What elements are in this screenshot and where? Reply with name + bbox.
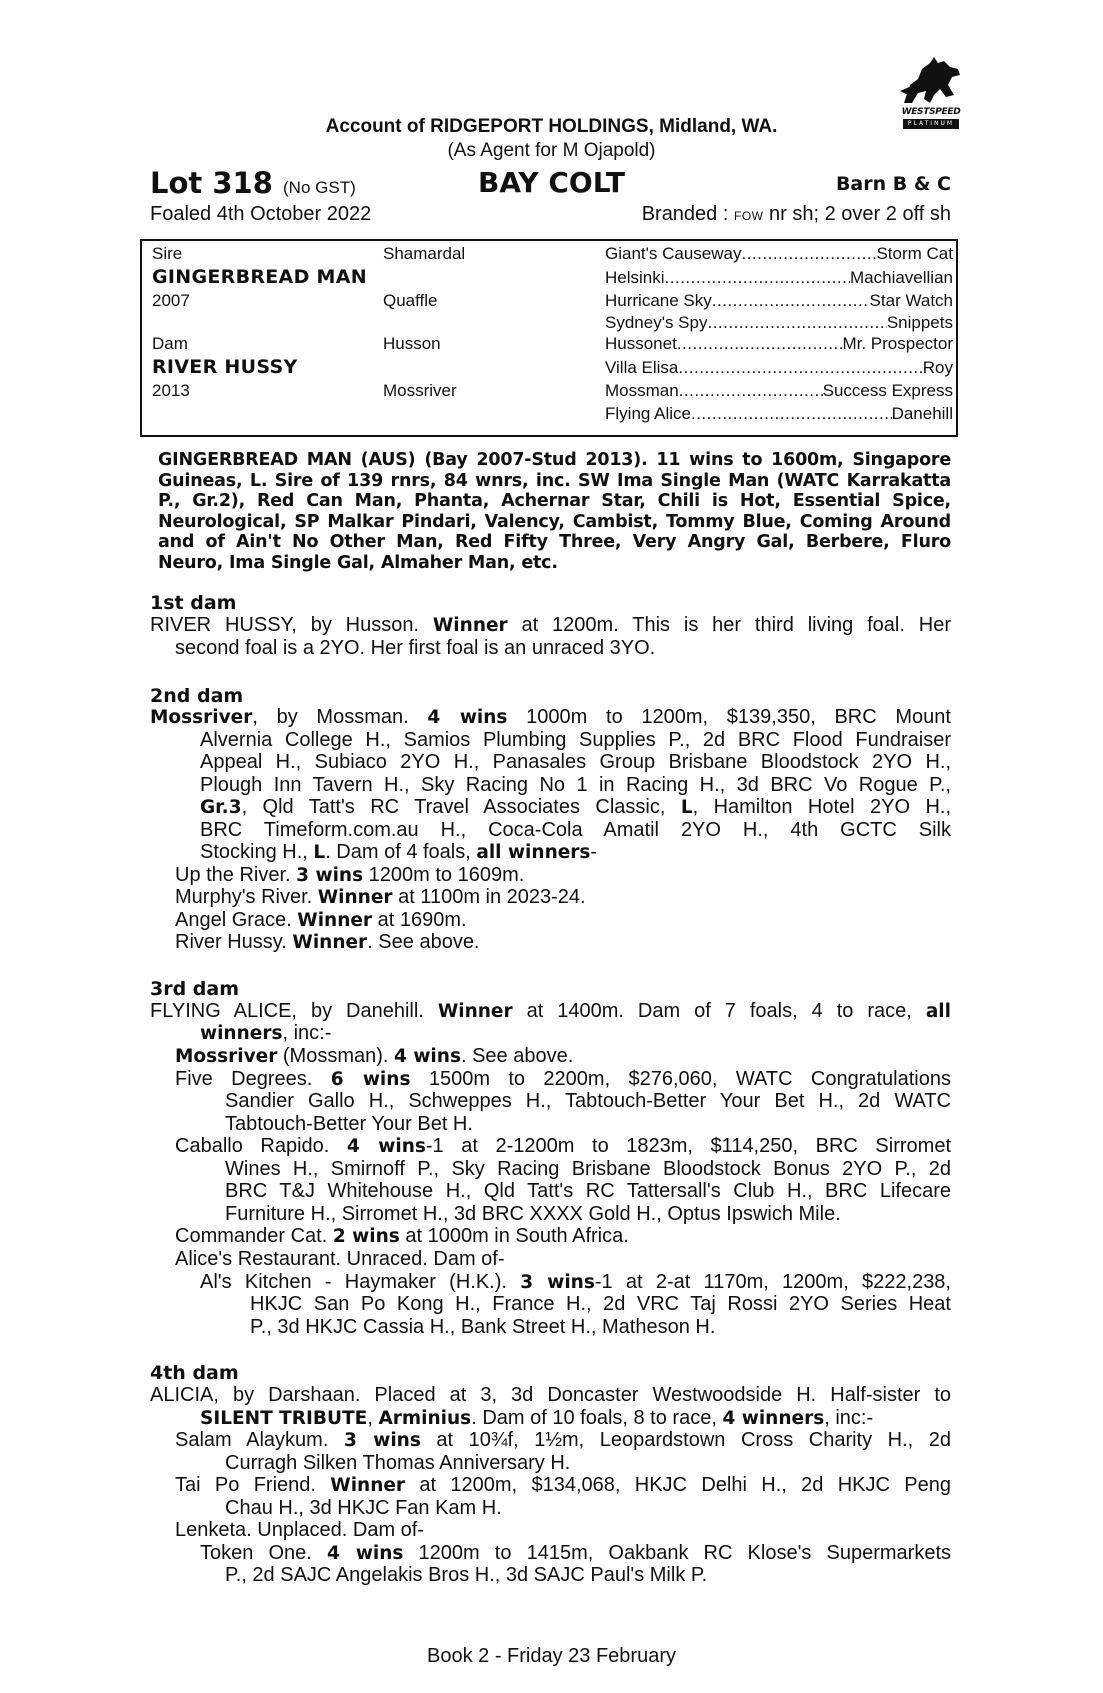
page-footer: Book 2 - Friday 23 February (427, 1645, 676, 1667)
progeny-entry: Chau H., 3d HKJC Fan Kam H. (225, 1497, 502, 1519)
progeny-entry: Up the River. 3 wins 1200m to 1609m. (175, 864, 525, 886)
brand-description (580, 203, 951, 226)
great-grandparent-row: Sydney's Spy ..... Snippets (605, 313, 953, 333)
progeny-entry: Alice's Restaurant. Unraced. Dam of- (175, 1248, 505, 1270)
vendor-agent: (As Agent for M Ojapold) (447, 140, 656, 161)
progeny-entry: Salam Alaykum. 3 wins at 10¾f, 1½m, Leopardstown Cross Charity H., 2d (175, 1429, 951, 1451)
gst-note: (No GST) (283, 178, 356, 197)
second-dam-heading: 2nd dam (150, 685, 244, 707)
horse-racing-icon (900, 55, 962, 107)
branded-prefix: Branded : (641, 203, 729, 225)
progeny-entry: Curragh Silken Thomas Anniversary H. (225, 1452, 571, 1474)
progeny-entry: Sandier Gallo H., Schweppes H., Tabtouch-Better Your Bet H., 2d WATC (225, 1090, 951, 1112)
first-dam-line: second foal is a 2YO. Her first foal is an unraced 3YO. (175, 637, 656, 659)
foaled-date: Foaled 4th October 2022 (150, 203, 372, 225)
progeny-entry: Wines H., Smirnoff P., Sky Racing Brisbane Bloodstock Bonus 2YO P., 2d (225, 1158, 951, 1180)
fourth-dam-line: ALICIA, by Darshaan. Placed at 3, 3d Doncaster Westwoodside H. Half-sister to (150, 1384, 951, 1406)
progeny-entry: Angel Grace. Winner at 1690m. (175, 909, 467, 931)
second-dam-line: Plough Inn Tavern H., Sky Racing No 1 in Racing H., 3d BRC Vo Rogue P., (200, 774, 951, 796)
sire-name: GINGERBREAD MAN (152, 266, 367, 288)
brand-mark: FOW (733, 209, 764, 223)
progeny-entry: Token One. 4 wins 1200m to 1415m, Oakbank RC Klose's Supermarkets (200, 1542, 952, 1564)
progeny-entry: HKJC San Po Kong H., France H., 2d VRC Taj Rossi 2YO Series Heat (250, 1293, 951, 1315)
progeny-entry: Mossriver (Mossman). 4 wins. See above. (175, 1045, 574, 1067)
third-dam-line: winners, inc:- (200, 1022, 332, 1044)
logo-wordmark: WESTSPEED (901, 107, 961, 117)
progeny-entry: BRC T&J Whitehouse H., Qld Tatt's RC Tattersall's Club H., BRC Lifecare (225, 1180, 951, 1202)
great-grandparent-row: Flying Alice ..... Danehill (605, 404, 953, 424)
progeny-entry: River Hussy. Winner. See above. (175, 931, 480, 953)
second-dam-line: Stocking H., L. Dam of 4 foals, all winners- (200, 841, 598, 863)
progeny-entry: P., 3d HKJC Cassia H., Bank Street H., Matheson H. (250, 1316, 716, 1338)
progeny-entry: Tabtouch-Better Your Bet H. (225, 1113, 473, 1135)
progeny-entry: Five Degrees. 6 wins 1500m to 2200m, $276,060, WATC Congratulations (175, 1068, 951, 1090)
third-dam-line: FLYING ALICE, by Danehill. Winner at 1400m. Dam of 7 foals, 4 to race, all (150, 1000, 951, 1022)
fourth-dam-line: SILENT TRIBUTE, Arminius. Dam of 10 foals, 8 to race, 4 winners, inc:- (200, 1407, 874, 1429)
progeny-entry: Caballo Rapido. 4 wins-1 at 2-1200m to 1823m, $114,250, BRC Sirromet (175, 1135, 951, 1157)
second-dam-line: Gr.3, Qld Tatt's RC Travel Associates Classic, L, Hamilton Hotel 2YO H., (200, 796, 952, 818)
second-dam-line: Alvernia College H., Samios Plumbing Supplies P., 2d BRC Flood Fundraiser (200, 729, 951, 751)
logo-subtitle: PLATINUM (903, 119, 959, 129)
pedigree-table (140, 239, 958, 437)
granddam-paternal: Quaffle (383, 291, 438, 310)
progeny-entry: Commander Cat. 2 wins at 1000m in South Africa. (175, 1225, 629, 1247)
second-dam-line: BRC Timeform.com.au H., Coca-Cola Amatil 2YO H., 4th GCTC Silk (200, 819, 951, 841)
dam-year: 2013 (152, 381, 190, 400)
progeny-entry: Lenketa. Unplaced. Dam of- (175, 1519, 425, 1541)
vendor-account: Account of RIDGEPORT HOLDINGS, Midland, WA. (325, 116, 778, 137)
progeny-entry: P., 2d SAJC Angelakis Bros H., 3d SAJC Paul's Milk P. (225, 1564, 708, 1586)
fourth-dam-heading: 4th dam (150, 1362, 239, 1384)
great-grandparent-row: Helsinki ..... Machiavellian (605, 268, 953, 288)
great-grandparent-row: Mossman ..... Success Express (605, 381, 953, 401)
great-grandparent-row: Hussonet ..... Mr. Prospector (605, 334, 953, 354)
progeny-entry: Murphy's River. Winner at 1100m in 2023-24. (175, 886, 586, 908)
lot-label: Lot 318 (150, 166, 273, 200)
great-grandparent-row: Hurricane Sky ..... Star Watch (605, 291, 953, 311)
colour-sex: BAY COLT (477, 166, 625, 199)
great-grandparent-row: Giant's Causeway ..... Storm Cat (605, 244, 953, 264)
third-dam-heading: 3rd dam (150, 978, 240, 1000)
dam-name: RIVER HUSSY (152, 356, 298, 378)
sire-year: 2007 (152, 291, 190, 310)
grandsire-maternal: Husson (383, 334, 441, 353)
progeny-entry: Al's Kitchen - Haymaker (H.K.). 3 wins-1 at 2-at 1170m, 1200m, $222,238, (200, 1271, 951, 1293)
grandsire-paternal: Shamardal (383, 244, 466, 263)
sire-label: Sire (152, 244, 183, 263)
barn-location: Barn B & C (835, 173, 951, 195)
first-dam-heading: 1st dam (150, 592, 237, 614)
branded-suffix: nr sh; 2 over 2 off sh (769, 203, 951, 225)
first-dam-line: RIVER HUSSY, by Husson. Winner at 1200m. This is her third living foal. Her (150, 614, 951, 636)
granddam-maternal: Mossriver (383, 381, 457, 400)
dam-label: Dam (152, 334, 188, 353)
progeny-entry: Furniture H., Sirromet H., 3d BRC XXXX Gold H., Optus Ipswich Mile. (225, 1203, 841, 1225)
progeny-entry: Tai Po Friend. Winner at 1200m, $134,068, HKJC Delhi H., 2d HKJC Peng (175, 1474, 951, 1496)
great-grandparent-row: Villa Elisa ..... Roy (605, 358, 953, 378)
second-dam-line: Appeal H., Subiaco 2YO H., Panasales Group Brisbane Bloodstock 2YO H., (200, 751, 951, 773)
second-dam-line: Mossriver, by Mossman. 4 wins 1000m to 1200m, $139,350, BRC Mount (150, 706, 951, 728)
sire-summary: GINGERBREAD MAN (AUS) (Bay 2007-Stud 2013). 11 wins to 1600m, Singapore Guineas, L. Sire of 139 rnrs, 84 wnrs, inc. SW Ima Single Man (WATC Karrakatta P., Gr.2), Red Can Man, Phanta, Achernar Star, Chili is Hot, Essential Spice, Neurological, SP Malkar Pindari, Valency, Cambist, Tommy Blue, Coming Around and of Ain't No Other Man, Red Fifty Three, Very Angry Gal, Berbere, Fluro Neuro, Ima Single Gal, Almaher Man, etc. (158, 450, 951, 573)
